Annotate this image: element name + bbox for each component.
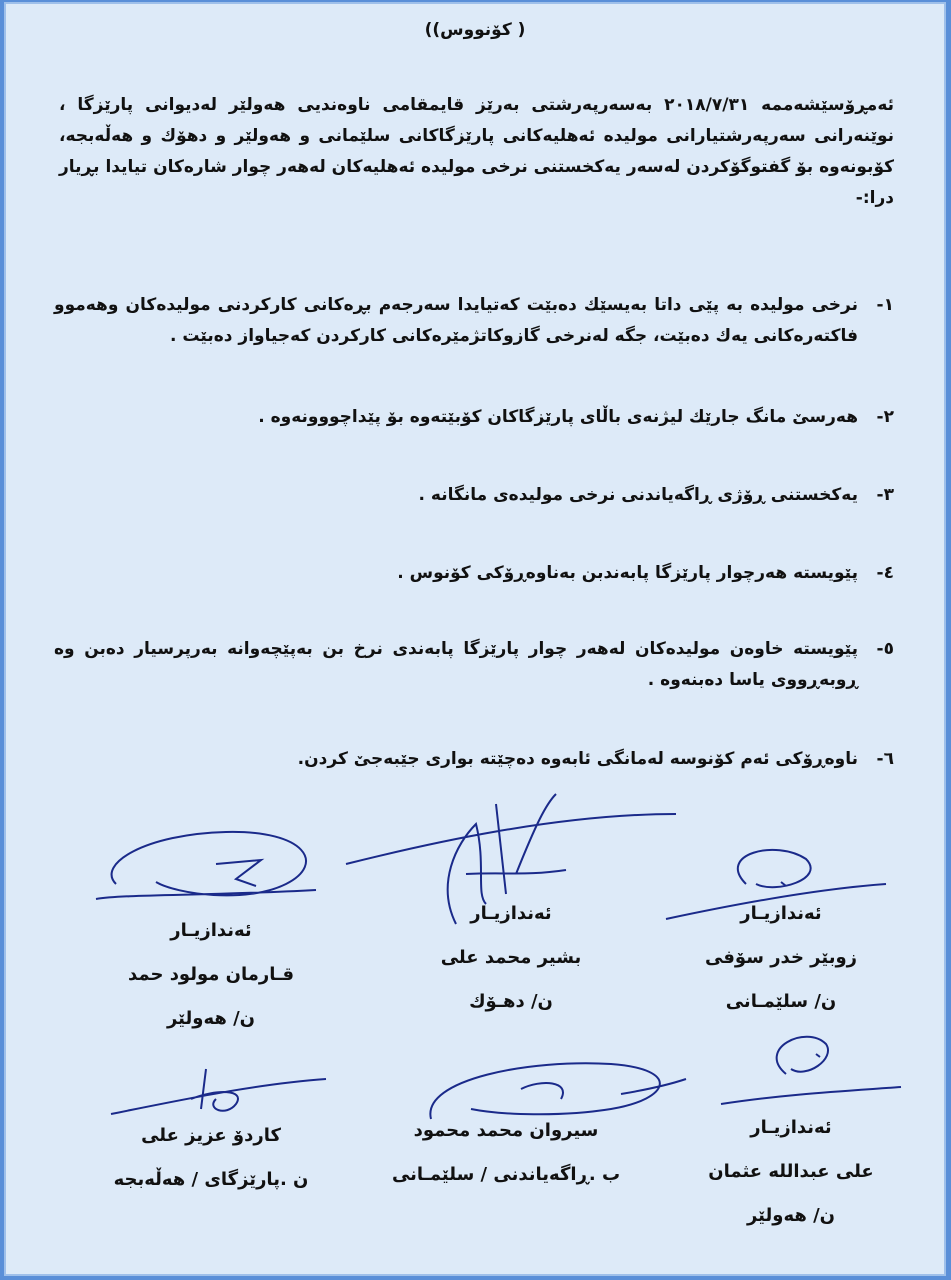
- item-number: ١-: [876, 295, 894, 315]
- decision-item-6: [54, 744, 894, 775]
- decision-item-5: [54, 634, 894, 696]
- signatory-name: سیروان محمد محمود: [413, 1120, 599, 1141]
- signature-block-kardo: [86, 1114, 336, 1202]
- signatory-location: ن/ دهـۆك: [469, 991, 553, 1012]
- decision-item-4: [54, 558, 894, 589]
- decision-item-3: [54, 480, 894, 511]
- item-text: ناوەڕۆکی ئەم کۆنوسە لەمانگی ئابەوە دەچێتە بواری جێبەجێ کردن.: [297, 749, 858, 769]
- decision-item-1: [54, 290, 894, 352]
- item-number: ٥-: [876, 639, 894, 659]
- item-number: ٤-: [876, 563, 894, 583]
- item-text: هەرسێ مانگ جارێك لیژنەی باڵای پارێزگاکان کۆبێتەوە بۆ پێداچووونەوە .: [258, 407, 858, 427]
- item-text: یەکخستنی ڕۆژی ڕاگەیاندنی نرخی مولیدەی مانگانە .: [418, 485, 858, 505]
- signatory-role: ئەندازیـار: [740, 903, 822, 924]
- intro-paragraph: ئەمڕۆسێشەممە ٢٠١٨/٧/٣١ بەسەرپەرشتی بەرێز قایمقامی ناوەندیی هەولێر لەدیوانی پارێزگا ، نوێنەرانی سەرپەرشتیارانی مولیدە ئەهلیەکانی پارێزگاکانی سلێمانی و هەولێر و دهۆك و هەڵەبجە، کۆبونەوە بۆ گفتوگۆکردن لەسەر یەکخستنی نرخی مولیدە ئەهلیەکان لەهەر چوار شارەکان تیایدا بڕیار درا:-: [59, 95, 895, 208]
- signatory-location: ن/ هەولێر: [746, 1205, 836, 1226]
- signatory-location: ن/ سلێمـانی: [725, 991, 837, 1012]
- signature-block-bashir: [386, 892, 636, 1024]
- signatory-role: ئەندازیـار: [170, 920, 252, 941]
- decision-item-2: [54, 402, 894, 433]
- signature-block-qarman: [86, 909, 336, 1041]
- signatory-role: ئەندازیـار: [750, 1117, 832, 1138]
- signature-block-sirwan: [381, 1109, 631, 1197]
- item-text: پێویستە خاوەن مولیدەکان لەهەر چوار پارێزگا پابەندی نرخ بن بەپێچەوانە بەرپرسیار دەبن وە ڕوبەڕووی یاسا دەبنەوە .: [54, 639, 858, 690]
- document-title: ( كۆنووس)): [424, 20, 526, 40]
- signatory-position: ب .ڕاگەیاندنی / سلێمـانی: [391, 1164, 621, 1185]
- signatory-role: ئەندازیـار: [470, 903, 552, 924]
- document-page: [4, 2, 946, 1276]
- item-number: ٢-: [876, 407, 894, 427]
- signatory-location: ن/ هەولێر: [166, 1008, 256, 1029]
- signatory-name: بشیر محمد علی: [440, 947, 582, 968]
- signature-scribble-qarman: [86, 824, 346, 914]
- signatory-name: قـارمان مولود حمد: [127, 964, 294, 985]
- item-number: ٣-: [876, 485, 894, 505]
- signatory-name: علی عبداللە عثمان: [708, 1161, 874, 1182]
- signatory-name: زوبێر خدر سۆفی: [704, 947, 858, 968]
- item-number: ٦-: [876, 749, 894, 769]
- item-text: پێویستە هەرچوار پارێزگا پابەندبن بەناوەڕۆکی کۆنوس .: [397, 563, 858, 583]
- signature-block-zubair: [656, 892, 906, 1024]
- signatory-position: ن .پارێزگای / هەڵەبجە: [113, 1169, 309, 1190]
- signature-block-ali: [666, 1106, 916, 1238]
- item-text: نرخی مولیدە بە پێی داتا بەیسێك دەبێت کەتیایدا سەرجەم بڕەکانی کارکردنی مولیدەکان وهەموو فاکتەرەکانی یەك دەبێت، جگە لەنرخی گازوکاتژمێرەکانی کارکردن کەجیاواز دەبێت .: [54, 295, 858, 346]
- signatory-name: کاردۆ عزیز علی: [141, 1125, 281, 1146]
- signature-scribble-ali: [716, 1019, 916, 1109]
